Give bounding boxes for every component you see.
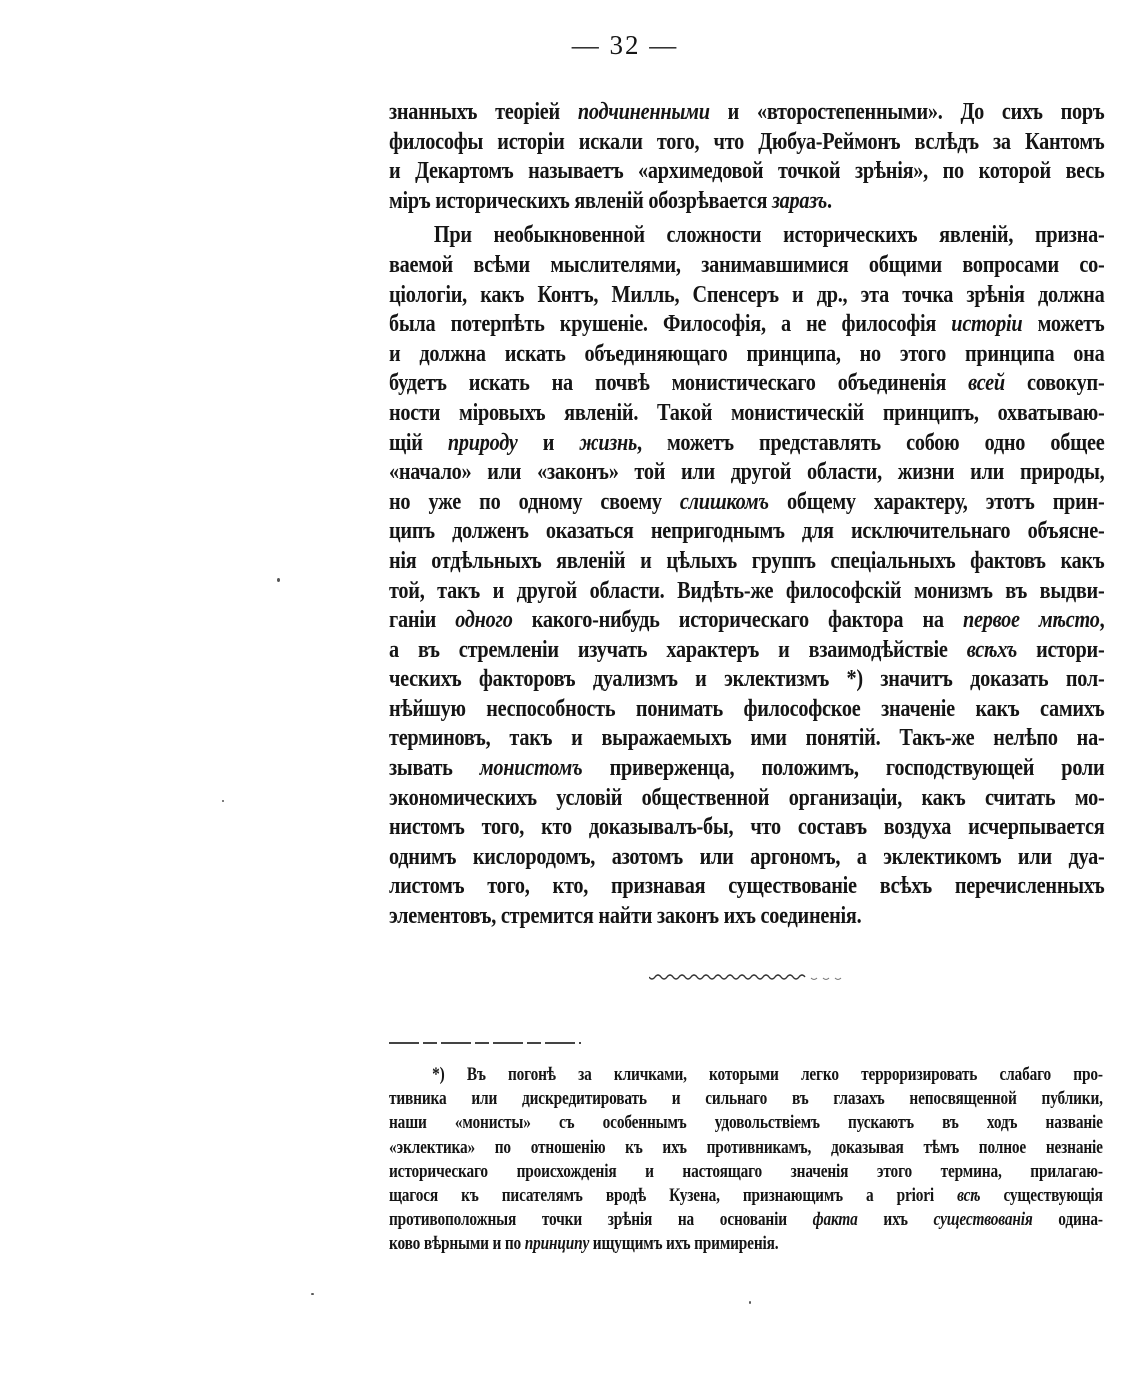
text-line: философы исторіи искали того, что Дюбуа-Реймонъ вслѣдъ за Кантомъ (389, 127, 1105, 155)
footnote-line: противоположныя точки зрѣнія на основаніи факта ихъ существованія одина- (389, 1210, 1103, 1231)
text-line: знанныхъ теоріей подчиненными и «второстепенными». До сихъ поръ (389, 98, 1105, 125)
text-line: элементовъ, стремится найти законъ ихъ соединенія. (389, 902, 862, 930)
footnote-line: *) Въ погонѣ за кличками, которыми легко терроризировать слабаго про- (432, 1065, 1103, 1085)
text-line: и должна искать объединяющаго принципа, но этого принципа она (389, 339, 1105, 367)
footnote (389, 1063, 1103, 1257)
text-line: «начало» или «законъ» той или другой области, жизни или природы, (389, 458, 1105, 486)
text-line: щій природу и жизнь, можетъ представлять собою одно общее (389, 428, 1105, 456)
footnote-line: наши «монисты» съ особеннымъ удовольствіемъ пускаютъ въ ходъ названіе (389, 1113, 1103, 1134)
ornamental-divider (649, 974, 843, 984)
footnote-line: тивника или дискредитировать и сильнаго въ глазахъ непосвященной публики, (389, 1089, 1103, 1110)
text-line: экономическихъ условій общественной организаціи, какъ считать мо- (389, 783, 1105, 811)
text-line: нистомъ того, кто доказывалъ-бы, что составъ воздуха исчерпывается (389, 813, 1105, 841)
text-line: ческихъ факторовъ дуализмъ и эклектизмъ *) значитъ доказать пол- (389, 665, 1105, 693)
text-line: ціологіи, какъ Контъ, Милль, Спенсеръ и др., эта точка зрѣнія должна (389, 280, 1105, 308)
text-line: нія отдѣльныхъ явленій и цѣлыхъ группъ спеціальныхъ фактовъ какъ (389, 546, 1105, 574)
main-text-block (389, 97, 1105, 931)
footnote-line: историческаго происхожденія и настоящаго значенія этого термина, прилагаю- (389, 1161, 1103, 1182)
text-line: листомъ того, кто, признавая существованіе всѣхъ перечисленныхъ (389, 872, 1105, 900)
text-line: зывать монистомъ приверженца, положимъ, господствующей роли (389, 754, 1105, 782)
footnote-line: щагося къ писателямъ вродѣ Кузена, признающимъ а priori всѣ существующія (389, 1185, 1103, 1206)
text-line: той, такъ и другой области. Видѣть-же философскій монизмъ въ выдви- (389, 576, 1105, 604)
footnote-line: «эклектика» по отношенію къ ихъ противникамъ, доказывая тѣмъ полное незнаніе (389, 1137, 1103, 1158)
text-line: ваемой всѣми мыслителями, занимавшимися общими вопросами со- (389, 250, 1105, 278)
text-line: терминовъ, такъ и выражаемыхъ ими понятій. Такъ-же нелѣпо на- (389, 724, 1105, 752)
text-line: ципъ долженъ оказаться непригоднымъ для исключительнаго объясне- (389, 517, 1105, 545)
footnote-line: ково вѣрными и по принципу ищущимъ ихъ примиренія. (389, 1234, 779, 1255)
text-line: ганіи одного какого-нибудь историческаго фактора на первое мѣсто, (389, 606, 1105, 634)
page-number: — 32 — (571, 30, 679, 60)
text-line: При необыкновенной сложности историческихъ явленій, призна- (433, 221, 1105, 249)
text-line: была потерпѣть крушеніе. Философія, а не философія исторіи можетъ (389, 310, 1105, 338)
text-line: однимъ кислородомъ, азотомъ или аргономъ, а эклектикомъ или дуа- (389, 842, 1105, 870)
text-line: а въ стремленіи изучать характеръ и взаимодѣйствіе всѣхъ истори- (389, 635, 1105, 663)
footnote-rule (389, 1042, 581, 1044)
scan-speck (311, 1293, 314, 1295)
text-line: но уже по одному своему слишкомъ общему характеру, этотъ прин- (389, 487, 1105, 515)
text-line: нѣйшую неспособность понимать философское значеніе какъ самихъ (389, 694, 1105, 722)
scan-speck (749, 1301, 751, 1304)
text-line: и Декартомъ называетъ «архимедовой точкой зрѣнія», по которой весь (389, 157, 1105, 185)
scan-speck (277, 578, 280, 582)
text-line: міръ историческихъ явленій обозрѣвается заразъ. (389, 186, 832, 214)
text-line: будетъ искать на почвѣ монистическаго объединенія всей совокуп- (389, 369, 1105, 397)
text-line: ности міровыхъ явленій. Такой монистическій принципъ, охватываю- (389, 398, 1105, 426)
scan-speck (222, 800, 224, 802)
